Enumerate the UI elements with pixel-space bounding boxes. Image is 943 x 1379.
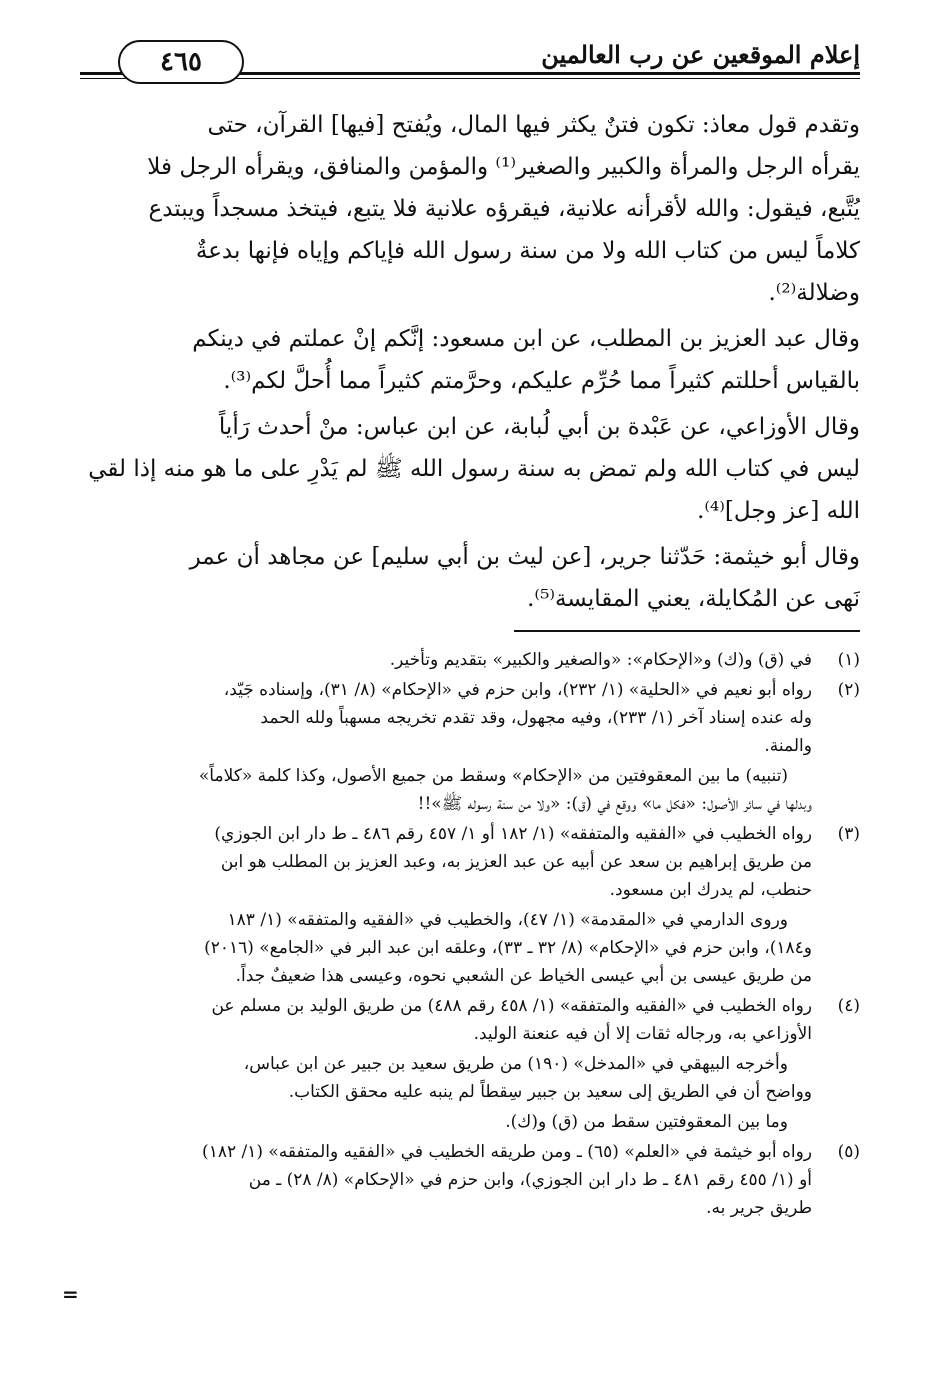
footnote-separator [514, 630, 860, 632]
footnote-note [82, 1050, 812, 1106]
footnote-note [82, 906, 812, 990]
text-line: وضلالة⁽²⁾. [768, 280, 860, 306]
footnote-line: و١٨٤)، وابن حزم في «الإحكام» (٨/ ٣٢ ـ ٣٣)، وعلقه ابن عبد البر في «الجامع» (٢٠١٦) [204, 938, 812, 958]
text-line: الله [عز وجل]⁽⁴⁾. [697, 498, 860, 524]
footnote-line: وما بين المعقوفتين سقط من (ق) و(ك). [505, 1112, 788, 1132]
footnote-line: رواه الخطيب في «الفقيه والمتفقه» (١/ ١٨٢ أو ١/ ٤٥٧ رقم ٤٨٦ ـ ط دار ابن الجوزي) [214, 824, 812, 844]
footnote-number: (٣) [837, 824, 860, 844]
text-line: يُتَّبع، فيقول: والله لأقرأنه علانية، فيقرؤه علانية فلا يتبع، فيتخذ مسجداً ويبتدع [148, 196, 860, 222]
footnote-line: وأخرجه البيهقي في «المدخل» (١٩٠) من طريق سعيد بن جبير عن ابن عباس، [243, 1054, 788, 1074]
footnote-number: (٥) [837, 1142, 860, 1162]
footnote-line: من طريق إبراهيم بن سعد عن أبيه عن عبد العزيز به، وعبد العزيز بن المطلب هو ابن [220, 852, 812, 872]
footnote-number: (٢) [837, 680, 860, 700]
footnote-number: (١) [837, 650, 860, 670]
footnote-line: وله عنده إسناد آخر (١/ ٢٣٣)، وفيه مجهول، وقد تقدم تخريجه مسهباً ولله الحمد [260, 708, 812, 728]
text-line: يقرأه الرجل والمرأة والكبير والصغير⁽¹⁾ والمؤمن والمنافق، ويقرأه الرجل فلا [147, 154, 860, 180]
footnote-line: الأوزاعي به، ورجاله ثقات إلا أن فيه عنعنة الوليد. [473, 1024, 812, 1044]
footnote-5 [82, 1138, 860, 1222]
running-title: إعلام الموقعين عن رب العالمين [541, 40, 860, 69]
text-line: وقال عبد العزيز بن المطلب، عن ابن مسعود: إنَّكم إنْ عملتم في دينكم [192, 326, 860, 352]
text-line: نَهى عن المُكايلة، يعني المقايسة⁽⁵⁾. [527, 586, 860, 612]
footnote-line: رواه أبو نعيم في «الحلية» (١/ ٢٣٢)، وابن حزم في «الإحكام» (٨/ ٣١)، وإسناده جَيّد، [223, 680, 812, 700]
text-line: بالقياس أحللتم كثيراً مما حُرِّم عليكم، وحرَّمتم كثيراً مما أُحلَّ لكم⁽³⁾. [223, 368, 860, 394]
paragraph [82, 318, 860, 402]
footnote-line: والمنة. [764, 736, 812, 756]
text-line: ليس في كتاب الله ولم تمض به سنة رسول الله ﷺ لم يَدْرِ على ما هو منه إذا لقي [88, 456, 860, 482]
footnote-1 [82, 646, 860, 674]
page-number: ٤٦٥ [118, 40, 244, 84]
footnote-line: حنطب، لم يدرك ابن مسعود. [609, 880, 812, 900]
page-header [80, 38, 860, 88]
footnote-line: (تنبيه) ما بين المعقوفتين من «الإحكام» وسقط من جميع الأصول، وكذا كلمة «كلاماً» [198, 766, 788, 786]
footnote-number: (٤) [837, 996, 860, 1016]
text-line: وقال أبو خيثمة: حَدّثنا جرير، [عن ليث بن أبي سليم] عن مجاهد أن عمر [189, 544, 860, 570]
footnote-line: رواه أبو خيثمة في «العلم» (٦٥) ـ ومن طريقه الخطيب في «الفقيه والمتفقه» (١/ ١٨٢) [202, 1142, 812, 1162]
footnote-line: رواه الخطيب في «الفقيه والمتفقه» (١/ ٤٥٨ رقم ٤٨٨) من طريق الوليد بن مسلم عن [211, 996, 812, 1016]
footnote-line: في (ق) و(ك) و«الإحكام»: «والصغير والكبير» بتقديم وتأخير. [389, 650, 812, 670]
footnote-line: من طريق عيسى بن أبي عيسى الخياط عن الشعبي نحوه، وعيسى هذا ضعيفٌ جداً. [235, 966, 812, 986]
footnote-line: أو (١/ ٤٥٥ رقم ٤٨١ ـ ط دار ابن الجوزي)، وابن حزم في «الإحكام» (٨/ ٢٨) ـ من [248, 1170, 812, 1190]
footnote-3 [82, 820, 860, 990]
footnotes [82, 646, 860, 1222]
text-line: وتقدم قول معاذ: تكون فتنٌ يكثر فيها المال، ويُفتح [فيها] القرآن، حتى [207, 112, 860, 138]
footnote-2 [82, 676, 860, 818]
continuation-mark: = [62, 1282, 79, 1306]
footnote-note [82, 1108, 812, 1136]
paragraph [82, 536, 860, 620]
footnote-note [82, 762, 812, 818]
paragraph [82, 406, 860, 532]
footnote-line: طريق جرير به. [706, 1198, 812, 1218]
footnote-line: وبدلها في سائر الأصول: «فكل ما» ووقع في (ق): «ولا من سنة رسوله ﷺ»!! [417, 794, 812, 814]
footnote-line: وروى الدارمي في «المقدمة» (١/ ٤٧)، والخطيب في «الفقيه والمتفقه» (١/ ١٨٣ [227, 910, 788, 930]
text-line: كلاماً ليس من كتاب الله ولا من سنة رسول الله فإياكم وإياه فإنها بدعةٌ [195, 238, 860, 264]
footnote-line: وواضح أن في الطريق إلى سعيد بن جبير سِقطاً لم ينبه عليه محقق الكتاب. [288, 1082, 812, 1102]
footnote-4 [82, 992, 860, 1136]
main-text [82, 104, 860, 620]
text-line: وقال الأوزاعي، عن عَبْدة بن أبي لُبابة، عن ابن عباس: منْ أحدث رَأياً [218, 414, 860, 440]
paragraph [82, 104, 860, 314]
